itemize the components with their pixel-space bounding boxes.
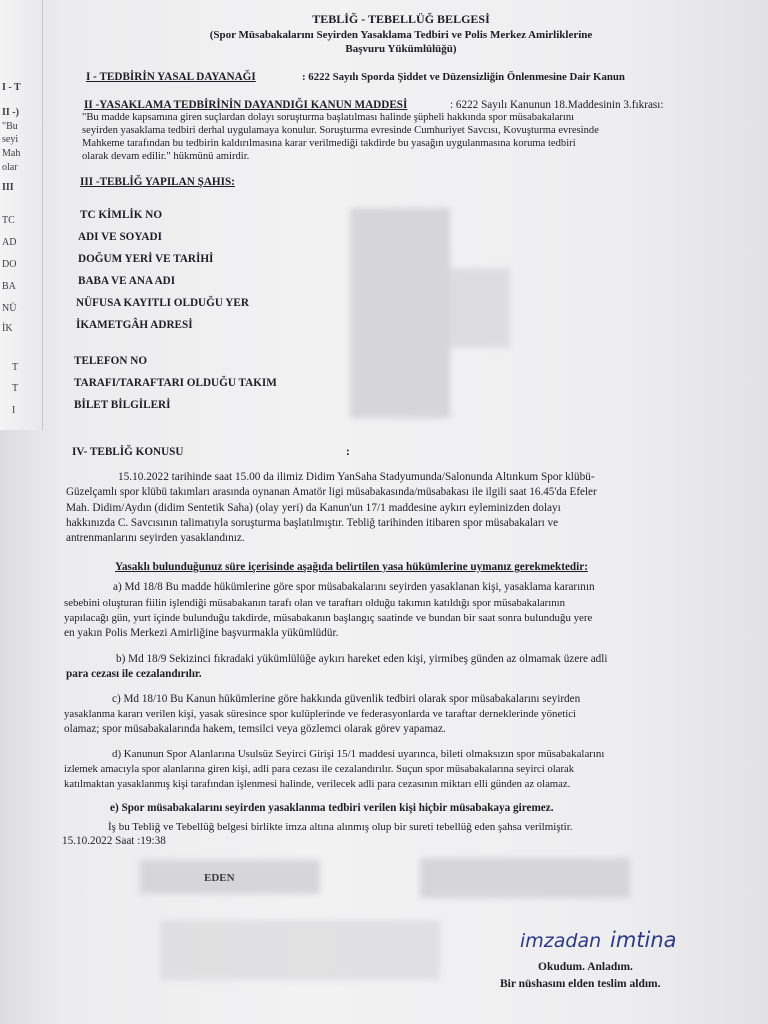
notice-paragraph-line: antrenmanlarını seyirden yasaklandınız. — [66, 532, 245, 544]
section2-text: "Bu madde kapsamına giren suçlardan dolayı soruşturma başlatılması halinde şüpheli hakkında spor müsabakalarını — [82, 112, 575, 123]
notice-paragraph-line: Güzelçamlı spor klübü takımları arasında oynanan Amatör ligi müsabakasında/müsabakası ile ilgili saat 16.45'da Efeler — [66, 486, 597, 498]
closing-statement: İş bu Tebliğ ve Tebellüğ belgesi birlikte imza altına alınmış olup bir sureti tebellüğ eden şahsa verilmiştir. — [108, 821, 573, 833]
document-title: TEBLİĞ - TEBELLÜĞ BELGESİ — [312, 12, 490, 26]
rule-d-line: izlemek amacıyla spor alanlarına giren kişi, adli para cezası ile cezalandırılır. Suçun spor müsabakalarına seyirci olarak — [64, 763, 575, 775]
rule-b-line: b) Md 18/9 Sekizinci fıkradaki yükümlülüğe aykırı hareket eden kişi, yirmibeş günden az olmamak üzere adli — [116, 653, 608, 665]
field-label-ticket: BİLET BİLGİLERİ — [74, 399, 171, 411]
underlying-page-edge — [0, 0, 43, 430]
section4-label — [72, 445, 184, 459]
field-label-name: ADI VE SOYADI — [78, 231, 162, 243]
ghost-text: II -) — [2, 107, 19, 118]
handwritten-imtina: imtina — [610, 928, 677, 952]
rule-c-line: c) Md 18/10 Bu Kanun hükümlerine göre hakkında güvenlik tedbiri olarak spor müsabakalarını seyirden — [112, 693, 581, 705]
section2-text: Mahkeme tarafından bu tedbirin kaldırılmasına karar verilmediği takdirde bu yasağın uygulanmasına koruma tedbiri — [82, 138, 576, 149]
rule-c-line: yasaklanma kararı verilen kişi, yasak süresince spor kulüplerinde ve federasyonlarda ve taraftar derneklerinde yönetici — [64, 708, 577, 720]
ghost-text: seyi — [2, 134, 19, 145]
closing-date-time: 15.10.2022 Saat :19:38 — [62, 835, 166, 847]
section1-value: : 6222 Sayılı Sporda Şiddet ve Düzensizliğin Önlenmesine Dair Kanun — [302, 71, 625, 83]
ghost-text: T — [12, 362, 19, 373]
rule-a-line: a) Md 18/8 Bu madde hükümlerine göre spor müsabakalarını seyirden yasaklanan kişi, yasaklama kararının — [113, 581, 595, 593]
ghost-text: İK — [2, 323, 13, 334]
document-subtitle-line1: (Spor Müsabakalarını Seyirden Yasaklama Tedbiri ve Polis Merkez Amirliklerine — [209, 29, 593, 41]
rule-a-line: sebebini oluşturan fiilin işlendiği müsabakanın tarafı olan ve taraftarı olduğu takımın katıldığı spor müsabakalarının — [64, 597, 566, 609]
section4-colon: : — [346, 446, 350, 458]
rule-a-line: en yakın Polis Merkezi Amirliğine başvurmakla yükümlüdür. — [64, 627, 339, 639]
redacted-block — [160, 920, 440, 980]
field-label-tc: TC KİMLİK NO — [80, 209, 163, 221]
ghost-text: T — [12, 383, 19, 394]
ghost-text: NÜ — [2, 303, 17, 314]
field-label-registry: NÜFUSA KAYITLI OLDUĞU YER — [76, 297, 249, 309]
section2-text: olarak devam edilir." hükmünü amirdir. — [82, 151, 250, 162]
redacted-personal-info — [430, 268, 510, 348]
ghost-text: TC — [2, 215, 15, 226]
redacted-signature-right — [420, 858, 630, 898]
ghost-text: Mah — [2, 148, 21, 159]
field-label-address: İKAMETGÂH ADRESİ — [76, 319, 193, 331]
field-label-team: TARAFI/TARAFTARI OLDUĞU TAKIM — [74, 377, 277, 389]
field-label-parents: BABA VE ANA ADI — [78, 275, 176, 287]
rule-d-line: d) Kanunun Spor Alanlarına Usulsüz Seyirci Girişi 15/1 maddesi uyarınca, bileti olmaksızın spor müsabakalarını — [112, 748, 605, 760]
section1-label: I - TEDBİRİN YASAL DAYANAĞI — [86, 71, 256, 83]
eden-label: EDEN — [204, 872, 235, 884]
rules-heading: Yasaklı bulunduğunuz süre içerisinde aşağıda belirtilen yasa hükümlerine uymanız gerekmektedir: — [115, 561, 588, 573]
ghost-text: I - T — [2, 82, 21, 93]
notice-paragraph-line: 15.10.2022 tarihinde saat 15.00 da ilimiz Didim YanSaha Stadyumunda/Salonunda Altınkum Spor klübü- — [118, 471, 595, 483]
document-subtitle-line2: Başvuru Yükümlülüğü) — [345, 43, 457, 55]
ghost-text: BA — [2, 281, 16, 292]
ghost-text: AD — [2, 237, 17, 248]
handwritten-imzadan: imzadan — [520, 930, 602, 952]
notice-paragraph-line: hakkınızda C. Savcısının talimatıyla soruşturma başlatılmıştır. Tebliğ tarihinden itibaren spor müsabakaları ve — [66, 517, 559, 529]
ghost-text: DO — [2, 259, 17, 270]
section3-label: III -TEBLİĞ YAPILAN ŞAHIS: — [80, 176, 235, 188]
field-label-phone: TELEFON NO — [74, 355, 148, 367]
notice-paragraph-line: Mah. Didim/Aydın (didim Sentetik Saha) (olay yeri) da Kanun'un 17/1 maddesine aykırı eyleminizden dolayı — [66, 502, 561, 514]
section2-text: : 6222 Sayılı Kanunun 18.Maddesinin 3.fıkrası: — [450, 99, 664, 111]
section2-label: II -YASAKLAMA TEDBİRİNİN DAYANDIĞI KANUN MADDESİ — [84, 99, 408, 111]
rule-a-line: yapılacağı gün, yurt içinde bulunduğu takdirde, müsabakanın başlangıç saatinde ve bundan bir saat sonra bulunduğu yere — [64, 612, 593, 624]
ghost-text: "Bu — [2, 121, 18, 132]
teslim-aldim: Bir nüshasını elden teslim aldım. — [500, 978, 661, 990]
section2-text: seyirden yasaklama tedbiri derhal uygulamaya konulur. Soruşturma evresinde Cumhuriyet Savcısı, Kovuşturma evresinde — [82, 125, 599, 136]
rule-d-line: katılmaktan yasaklanmış kişi tarafından işlenmesi halinde, verilecek adli para cezasının miktarı elli günden az olamaz. — [64, 778, 571, 790]
ghost-text: olar — [2, 162, 18, 173]
rule-e-line: e) Spor müsabakalarını seyirden yasaklanma tedbiri verilen kişi hiçbir müsabakaya giremez. — [110, 802, 554, 814]
ghost-text: III — [2, 182, 14, 193]
rule-b-line: para cezası ile cezalandırılır. — [66, 668, 202, 680]
okudum-anladim: Okudum. Anladım. — [538, 961, 633, 973]
ghost-text: I — [12, 405, 16, 416]
rule-c-line: olamaz; spor müsabakalarında hakem, temsilci veya gözlemci olarak görev yapamaz. — [64, 723, 446, 735]
field-label-birth: DOĞUM YERİ VE TARİHİ — [78, 253, 214, 265]
section4-label-text: IV- TEBLİĞ KONUSU — [72, 446, 184, 458]
